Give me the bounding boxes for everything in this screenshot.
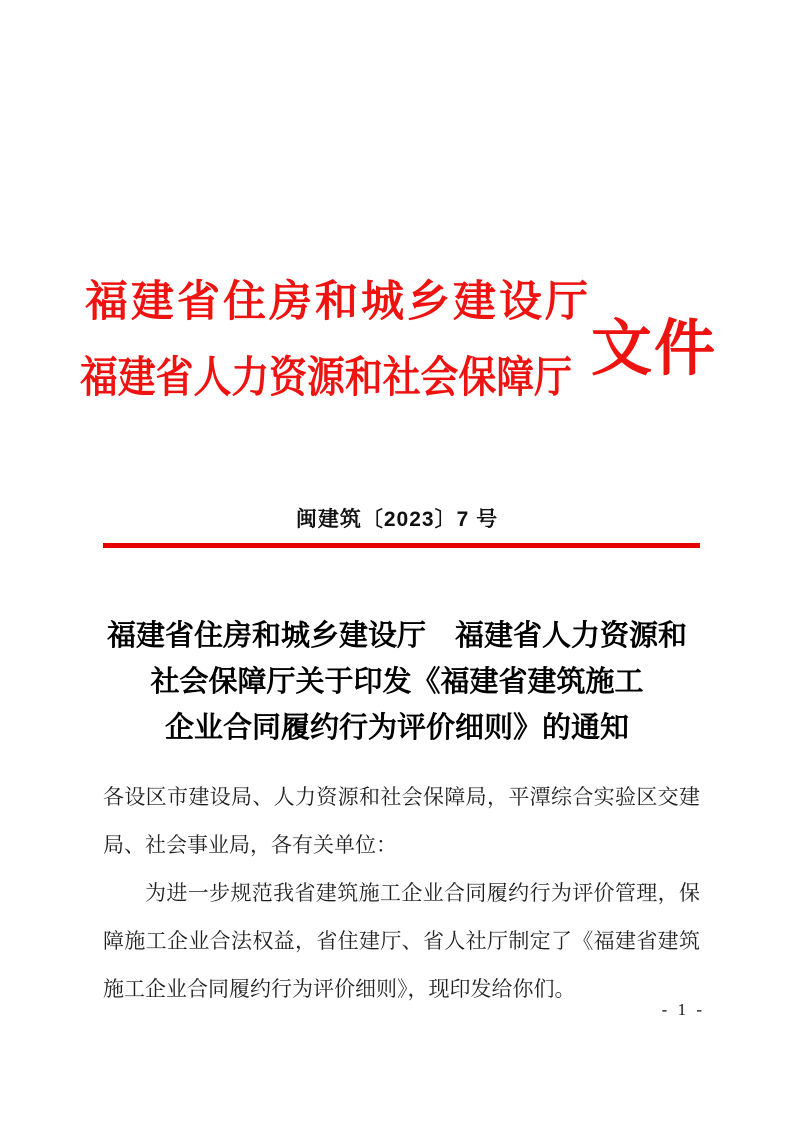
letterhead-doc-type-label: 文件	[591, 314, 718, 382]
body-paragraph-main: 为进一步规范我省建筑施工企业合同履约行为评价管理，保障施工企业合法权益，省住建厅、省人社厅制定了《福建省建筑施工企业合同履约行为评价细则》，现印发给你们。	[103, 882, 700, 1001]
document-title-line-2: 社会保障厅关于印发《福建省建筑施工	[150, 666, 644, 698]
document-body	[103, 774, 700, 1014]
document-title	[47, 613, 747, 751]
document-number: 闽建筑〔2023〕7 号	[295, 508, 499, 531]
page-number: - 1 -	[661, 1000, 705, 1019]
red-separator-rule	[103, 543, 700, 548]
letterhead-org-line-2: 福建省人力资源和社会保障厅	[80, 354, 572, 402]
body-paragraph-salutation: 各设区市建设局、人力资源和社会保障局，平潭综合实验区交建局、社会事业局，各有关单位：	[103, 786, 700, 857]
document-title-line-3: 企业合同履约行为评价细则》的通知	[164, 712, 629, 744]
document-title-line-1: 福建省住房和城乡建设厅 福建省人力资源和	[106, 620, 687, 652]
letterhead-org-line-1: 福建省住房和城乡建设厅	[85, 278, 591, 326]
